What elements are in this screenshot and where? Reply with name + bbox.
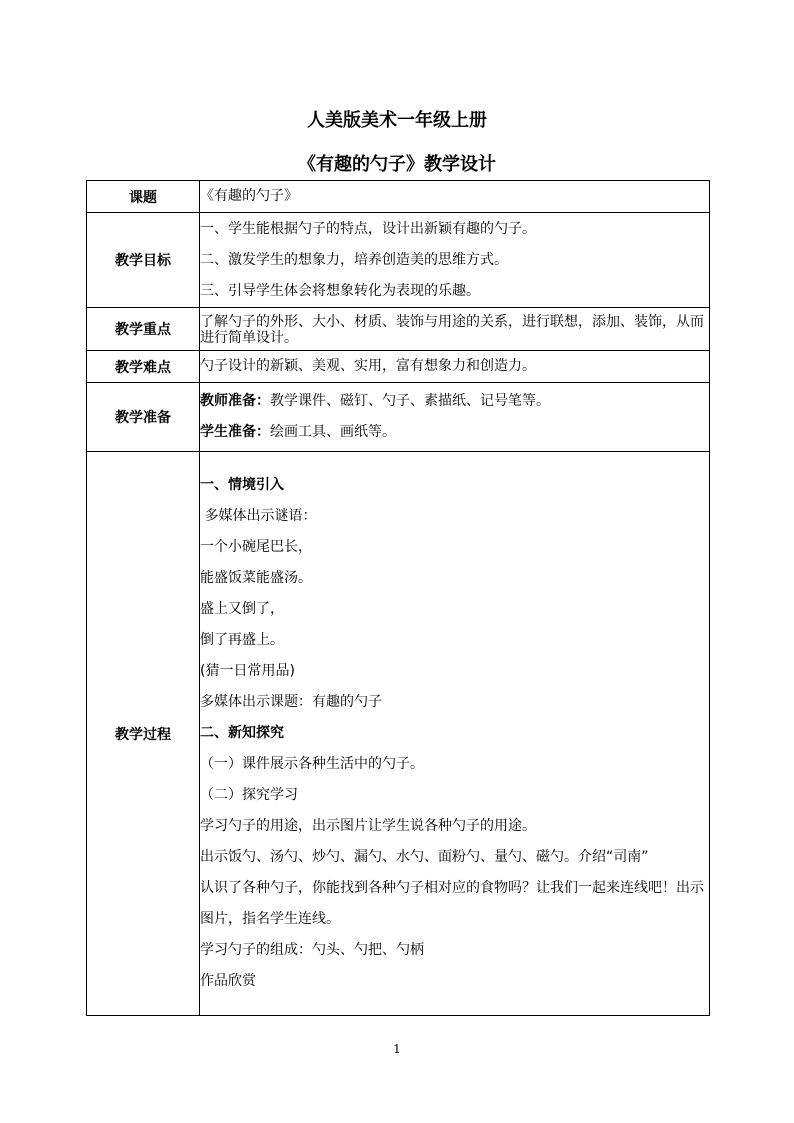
student-prep-label: 学生准备： bbox=[200, 424, 270, 440]
topic-value bbox=[200, 181, 710, 213]
doc-title-line1: 人美版美术一年级上册 bbox=[307, 110, 487, 131]
row-goals bbox=[87, 213, 710, 308]
topic-text: 《有趣的勺子》 bbox=[200, 188, 298, 204]
row-topic bbox=[87, 181, 710, 213]
goal-item: 一、学生能根据勺子的特点，设计出新颖有趣的勺子。 bbox=[200, 220, 536, 237]
section1-heading: 一、情境引入 bbox=[200, 477, 284, 493]
page-number: 1 bbox=[393, 1042, 401, 1056]
process-line: (猜一日常用品) bbox=[200, 663, 295, 679]
student-prep bbox=[200, 417, 709, 448]
key-points-content bbox=[200, 308, 710, 351]
process-line: （一）课件展示各种生活中的勺子。 bbox=[200, 756, 424, 772]
student-prep-text: 绘画工具、画纸等。 bbox=[270, 424, 396, 440]
key-points-label: 教学重点 bbox=[87, 308, 200, 351]
teacher-prep-text: 教学课件、磁钉、勺子、素描纸、记号笔等。 bbox=[270, 393, 550, 409]
process-line: 盛上又倒了， bbox=[200, 601, 284, 617]
row-key-points bbox=[87, 308, 710, 351]
process-line: 多媒体出示谜语： bbox=[200, 508, 317, 524]
process-content bbox=[200, 452, 710, 1016]
process-label: 教学过程 bbox=[87, 452, 200, 1016]
process-line: 多媒体出示课题：有趣的勺子 bbox=[200, 694, 382, 710]
section2-heading: 二、新知探究 bbox=[200, 725, 284, 741]
row-process bbox=[87, 452, 710, 1016]
process-line: 学习勺子的组成：勺头、勺把、勺柄 bbox=[200, 942, 424, 958]
goal-item: 二、激发学生的想象力，培养创造美的思维方式。 bbox=[200, 251, 508, 268]
process-line: 倒了再盛上。 bbox=[200, 632, 284, 648]
process-line: 认识了各种勺子，你能找到各种勺子相对应的食物吗？让我们一起来连线吧！出示图片，指名学生连线。 bbox=[200, 880, 704, 927]
process-line: 一个小碗尾巴长， bbox=[200, 539, 312, 555]
teacher-prep bbox=[200, 386, 709, 417]
difficulties-text: 勺子设计的新颖、美观、实用，富有想象力和创造力。 bbox=[200, 358, 536, 374]
difficulties-label: 教学难点 bbox=[87, 351, 200, 383]
process-line: 学习勺子的用途，出示图片让学生说各种勺子的用途。 bbox=[200, 818, 536, 834]
difficulties-content bbox=[200, 351, 710, 383]
key-points-text: 了解勺子的外形、大小、材质、装饰与用途的关系，进行联想，添加、装饰，从而进行简单设计。 bbox=[200, 314, 704, 346]
goal-item: 三、引导学生体会将想象转化为表现的乐趣。 bbox=[200, 282, 480, 299]
lesson-plan-table bbox=[86, 180, 710, 1016]
doc-title-line2: 《有趣的勺子》教学设计 bbox=[298, 154, 496, 175]
teacher-prep-label: 教师准备： bbox=[200, 393, 270, 409]
preparation-label: 教学准备 bbox=[87, 383, 200, 452]
row-preparation bbox=[87, 383, 710, 452]
process-line: 出示饭勺、汤勺、炒勺、漏勺、水勺、面粉勺、量勺、磁勺。介绍“司南” bbox=[200, 849, 649, 865]
topic-label: 课题 bbox=[87, 181, 200, 213]
row-difficulties bbox=[87, 351, 710, 383]
goals-content bbox=[200, 213, 710, 308]
preparation-content bbox=[200, 383, 710, 452]
process-line: 作品欣赏 bbox=[200, 973, 256, 989]
goals-label: 教学目标 bbox=[87, 213, 200, 308]
process-line: （二）探究学习 bbox=[200, 787, 298, 803]
process-line: 能盛饭菜能盛汤。 bbox=[200, 570, 312, 586]
